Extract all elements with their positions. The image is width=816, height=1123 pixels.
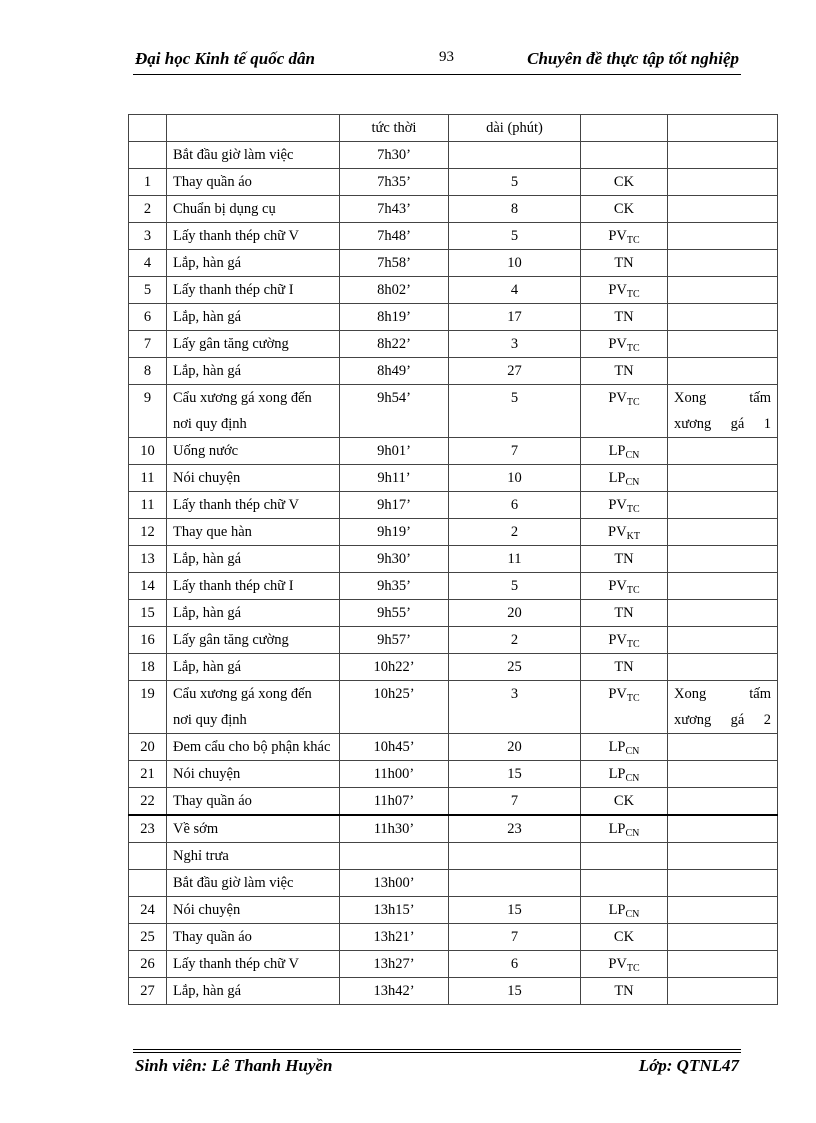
clock-time: 9h17’ — [340, 492, 449, 519]
row-note — [668, 546, 778, 573]
time-category — [581, 223, 668, 250]
row-number: 15 — [129, 600, 167, 627]
activity-name: Bắt đầu giờ làm việc — [167, 870, 340, 897]
clock-time: 13h42’ — [340, 978, 449, 1005]
timing-table — [128, 114, 778, 1005]
time-category — [581, 978, 668, 1005]
clock-time: 7h58’ — [340, 250, 449, 277]
time-category — [581, 600, 668, 627]
category-code: PV — [608, 686, 627, 702]
table-row — [129, 627, 778, 654]
row-number: 27 — [129, 978, 167, 1005]
time-category — [581, 169, 668, 196]
table-row — [129, 304, 778, 331]
time-category — [581, 843, 668, 870]
clock-time: 9h19’ — [340, 519, 449, 546]
row-note — [668, 788, 778, 816]
table-row — [129, 277, 778, 304]
time-category — [581, 331, 668, 358]
category-subscript: TC — [626, 504, 640, 515]
row-number: 6 — [129, 304, 167, 331]
duration-minutes — [449, 870, 581, 897]
header-cell — [581, 115, 668, 142]
category-code: PV — [608, 524, 627, 540]
table-row — [129, 897, 778, 924]
category-code: TN — [614, 551, 634, 567]
activity-name: Nói chuyện — [167, 465, 340, 492]
row-note — [668, 196, 778, 223]
clock-time: 9h35’ — [340, 573, 449, 600]
activity-name: Lấy gân tăng cường — [167, 627, 340, 654]
class-code: Lớp: QTNL47 — [638, 1056, 739, 1075]
activity-name: Nghỉ trưa — [167, 843, 340, 870]
table-row — [129, 492, 778, 519]
table-row — [129, 223, 778, 250]
student-name: Sinh viên: Lê Thanh Huyền — [135, 1056, 333, 1075]
page-footer — [133, 1049, 741, 1075]
clock-time: 7h30’ — [340, 142, 449, 169]
duration-minutes: 8 — [449, 196, 581, 223]
row-number — [129, 870, 167, 897]
row-number: 9 — [129, 385, 167, 438]
table-row — [129, 761, 778, 788]
row-number: 11 — [129, 465, 167, 492]
category-subscript: TC — [626, 585, 640, 596]
category-code: TN — [614, 605, 634, 621]
category-code: CK — [613, 929, 635, 945]
row-note — [668, 627, 778, 654]
category-subscript: CN — [625, 746, 640, 757]
activity-name: Bắt đầu giờ làm việc — [167, 142, 340, 169]
row-number: 19 — [129, 681, 167, 734]
duration-minutes: 17 — [449, 304, 581, 331]
row-note — [668, 169, 778, 196]
row-number: 25 — [129, 924, 167, 951]
row-note — [668, 843, 778, 870]
activity-name: Lắp, hàn gá — [167, 600, 340, 627]
clock-time: 11h07’ — [340, 788, 449, 816]
row-note — [668, 924, 778, 951]
activity-name: Lắp, hàn gá — [167, 304, 340, 331]
category-subscript: CN — [625, 477, 640, 488]
footer-rule — [133, 1052, 741, 1053]
activity-name: Lắp, hàn gá — [167, 654, 340, 681]
row-number: 18 — [129, 654, 167, 681]
category-code: PV — [608, 956, 627, 972]
duration-minutes: 4 — [449, 277, 581, 304]
table-row — [129, 465, 778, 492]
duration-minutes: 11 — [449, 546, 581, 573]
table-row — [129, 546, 778, 573]
clock-time: 13h15’ — [340, 897, 449, 924]
category-subscript: TC — [626, 693, 640, 704]
time-category — [581, 788, 668, 816]
table-row — [129, 681, 778, 734]
duration-minutes: 3 — [449, 331, 581, 358]
clock-time: 8h19’ — [340, 304, 449, 331]
row-note — [668, 465, 778, 492]
row-note — [668, 761, 778, 788]
duration-minutes: 15 — [449, 761, 581, 788]
category-code: PV — [608, 632, 627, 648]
row-note — [668, 331, 778, 358]
activity-name: Lấy thanh thép chữ V — [167, 223, 340, 250]
activity-name: Lắp, hàn gá — [167, 978, 340, 1005]
table-row — [129, 870, 778, 897]
row-number: 11 — [129, 492, 167, 519]
category-code: CK — [613, 201, 635, 217]
clock-time: 8h22’ — [340, 331, 449, 358]
header-cell — [129, 115, 167, 142]
activity-name: Lắp, hàn gá — [167, 250, 340, 277]
duration-minutes: 7 — [449, 438, 581, 465]
time-category — [581, 681, 668, 734]
category-code: TN — [614, 255, 634, 271]
duration-minutes: 15 — [449, 978, 581, 1005]
category-subscript: TC — [626, 289, 640, 300]
activity-name: Lắp, hàn gá — [167, 358, 340, 385]
row-number: 2 — [129, 196, 167, 223]
table-row — [129, 358, 778, 385]
clock-time — [340, 843, 449, 870]
table-row — [129, 331, 778, 358]
row-note — [668, 978, 778, 1005]
category-code: CK — [613, 174, 635, 190]
clock-time: 8h02’ — [340, 277, 449, 304]
table-row — [129, 196, 778, 223]
row-number: 16 — [129, 627, 167, 654]
table-row — [129, 734, 778, 761]
clock-time: 13h27’ — [340, 951, 449, 978]
category-subscript: TC — [626, 397, 640, 408]
time-category — [581, 250, 668, 277]
row-number: 10 — [129, 438, 167, 465]
category-code: LP — [608, 739, 626, 755]
time-category — [581, 465, 668, 492]
clock-time: 11h00’ — [340, 761, 449, 788]
category-subscript: TC — [626, 343, 640, 354]
duration-minutes: 2 — [449, 519, 581, 546]
row-note — [668, 573, 778, 600]
category-code: PV — [608, 282, 627, 298]
activity-name: Cẩu xương gá xong đến nơi quy định — [167, 681, 340, 734]
duration-minutes: 23 — [449, 815, 581, 843]
row-number: 14 — [129, 573, 167, 600]
row-note — [668, 277, 778, 304]
category-subscript: CN — [625, 450, 640, 461]
time-category — [581, 142, 668, 169]
clock-time: 9h55’ — [340, 600, 449, 627]
row-note — [668, 897, 778, 924]
time-category — [581, 492, 668, 519]
category-code: CK — [613, 793, 635, 809]
page-number: 93 — [439, 49, 454, 65]
duration-minutes: 25 — [449, 654, 581, 681]
time-category — [581, 734, 668, 761]
row-note — [668, 223, 778, 250]
duration-minutes: 5 — [449, 169, 581, 196]
activity-name: Lấy thanh thép chữ V — [167, 492, 340, 519]
category-subscript: KT — [626, 531, 640, 542]
time-category — [581, 951, 668, 978]
time-category — [581, 196, 668, 223]
category-code: PV — [608, 228, 627, 244]
duration-minutes: 20 — [449, 734, 581, 761]
clock-time: 7h48’ — [340, 223, 449, 250]
time-category — [581, 546, 668, 573]
activity-name: Lấy thanh thép chữ I — [167, 277, 340, 304]
time-category — [581, 277, 668, 304]
time-category — [581, 304, 668, 331]
clock-time: 7h43’ — [340, 196, 449, 223]
row-note: Xong tấm xương gá 2 — [668, 681, 778, 734]
row-note — [668, 492, 778, 519]
table-row — [129, 924, 778, 951]
duration-minutes: 20 — [449, 600, 581, 627]
category-subscript: TC — [626, 639, 640, 650]
clock-time: 9h11’ — [340, 465, 449, 492]
activity-name: Uống nước — [167, 438, 340, 465]
table-header-row — [129, 115, 778, 142]
row-note — [668, 438, 778, 465]
time-category — [581, 924, 668, 951]
clock-time: 10h45’ — [340, 734, 449, 761]
clock-time: 13h21’ — [340, 924, 449, 951]
row-number: 21 — [129, 761, 167, 788]
table-row — [129, 142, 778, 169]
row-note — [668, 654, 778, 681]
time-category — [581, 654, 668, 681]
table-row — [129, 573, 778, 600]
category-code: TN — [614, 363, 634, 379]
time-category — [581, 358, 668, 385]
category-code: PV — [608, 578, 627, 594]
duration-minutes: 2 — [449, 627, 581, 654]
row-note — [668, 951, 778, 978]
time-category — [581, 815, 668, 843]
clock-time: 9h30’ — [340, 546, 449, 573]
row-number: 20 — [129, 734, 167, 761]
category-subscript: TC — [626, 963, 640, 974]
time-category — [581, 897, 668, 924]
activity-name: Cẩu xương gá xong đến nơi quy định — [167, 385, 340, 438]
category-code: LP — [608, 470, 626, 486]
row-number: 5 — [129, 277, 167, 304]
time-category — [581, 870, 668, 897]
table-row — [129, 600, 778, 627]
duration-minutes: 15 — [449, 897, 581, 924]
time-category — [581, 627, 668, 654]
clock-time: 9h01’ — [340, 438, 449, 465]
duration-minutes: 27 — [449, 358, 581, 385]
duration-minutes: 7 — [449, 788, 581, 816]
time-category — [581, 385, 668, 438]
time-category — [581, 761, 668, 788]
table-row — [129, 978, 778, 1005]
duration-minutes: 6 — [449, 951, 581, 978]
clock-time: 10h22’ — [340, 654, 449, 681]
category-subscript: CN — [625, 828, 640, 839]
row-note — [668, 734, 778, 761]
activity-name: Lấy gân tăng cường — [167, 331, 340, 358]
row-note — [668, 870, 778, 897]
clock-time: 9h54’ — [340, 385, 449, 438]
activity-name: Lấy thanh thép chữ V — [167, 951, 340, 978]
clock-time: 11h30’ — [340, 815, 449, 843]
clock-time: 7h35’ — [340, 169, 449, 196]
table-row — [129, 385, 778, 438]
table-row — [129, 843, 778, 870]
page-header — [133, 46, 741, 75]
activity-name: Thay quần áo — [167, 924, 340, 951]
duration-minutes: 5 — [449, 223, 581, 250]
table-row — [129, 438, 778, 465]
header-cell: tức thời — [340, 115, 449, 142]
table-row — [129, 654, 778, 681]
row-note — [668, 250, 778, 277]
row-note — [668, 142, 778, 169]
activity-name: Lắp, hàn gá — [167, 546, 340, 573]
activity-name: Thay quần áo — [167, 788, 340, 816]
table-row — [129, 169, 778, 196]
header-cell: dài (phút) — [449, 115, 581, 142]
row-number: 13 — [129, 546, 167, 573]
time-category — [581, 519, 668, 546]
category-subscript: CN — [625, 773, 640, 784]
duration-minutes: 7 — [449, 924, 581, 951]
category-subscript: CN — [625, 909, 640, 920]
row-number: 7 — [129, 331, 167, 358]
category-code: TN — [614, 983, 634, 999]
table-row — [129, 815, 778, 843]
row-number: 26 — [129, 951, 167, 978]
clock-time: 8h49’ — [340, 358, 449, 385]
table-row — [129, 250, 778, 277]
activity-name: Thay quần áo — [167, 169, 340, 196]
university-name: Đại học Kinh tế quốc dân — [135, 49, 315, 68]
category-code: LP — [608, 443, 626, 459]
category-code: PV — [608, 497, 627, 513]
row-note — [668, 815, 778, 843]
document-title: Chuyên đề thực tập tốt nghiệp — [527, 49, 739, 68]
row-number — [129, 843, 167, 870]
category-code: PV — [608, 336, 627, 352]
row-note — [668, 304, 778, 331]
clock-time: 9h57’ — [340, 627, 449, 654]
table-row — [129, 951, 778, 978]
row-note — [668, 519, 778, 546]
time-category — [581, 438, 668, 465]
duration-minutes: 10 — [449, 250, 581, 277]
clock-time: 10h25’ — [340, 681, 449, 734]
activity-name: Về sớm — [167, 815, 340, 843]
activity-name: Lấy thanh thép chữ I — [167, 573, 340, 600]
activity-name: Thay que hàn — [167, 519, 340, 546]
category-code: TN — [614, 659, 634, 675]
header-cell — [167, 115, 340, 142]
category-subscript: TC — [626, 235, 640, 246]
duration-minutes: 3 — [449, 681, 581, 734]
category-code: LP — [608, 902, 626, 918]
row-number: 22 — [129, 788, 167, 816]
duration-minutes — [449, 843, 581, 870]
time-category — [581, 573, 668, 600]
category-code: PV — [608, 390, 627, 406]
row-number: 24 — [129, 897, 167, 924]
row-number — [129, 142, 167, 169]
row-number: 8 — [129, 358, 167, 385]
clock-time: 13h00’ — [340, 870, 449, 897]
row-number: 23 — [129, 815, 167, 843]
row-number: 3 — [129, 223, 167, 250]
row-number: 4 — [129, 250, 167, 277]
footer-rule — [133, 1049, 741, 1050]
activity-name: Nói chuyện — [167, 761, 340, 788]
row-note — [668, 600, 778, 627]
row-note: Xong tấm xương gá 1 — [668, 385, 778, 438]
activity-name: Chuẩn bị dụng cụ — [167, 196, 340, 223]
duration-minutes: 5 — [449, 573, 581, 600]
header-cell — [668, 115, 778, 142]
category-code: LP — [608, 821, 626, 837]
table-row — [129, 519, 778, 546]
row-number: 12 — [129, 519, 167, 546]
duration-minutes: 5 — [449, 385, 581, 438]
duration-minutes: 6 — [449, 492, 581, 519]
activity-name: Đem cẩu cho bộ phận khác — [167, 734, 340, 761]
activity-name: Nói chuyện — [167, 897, 340, 924]
row-note — [668, 358, 778, 385]
category-code: TN — [614, 309, 634, 325]
duration-minutes: 10 — [449, 465, 581, 492]
duration-minutes — [449, 142, 581, 169]
table-row — [129, 788, 778, 816]
row-number: 1 — [129, 169, 167, 196]
category-code: LP — [608, 766, 626, 782]
